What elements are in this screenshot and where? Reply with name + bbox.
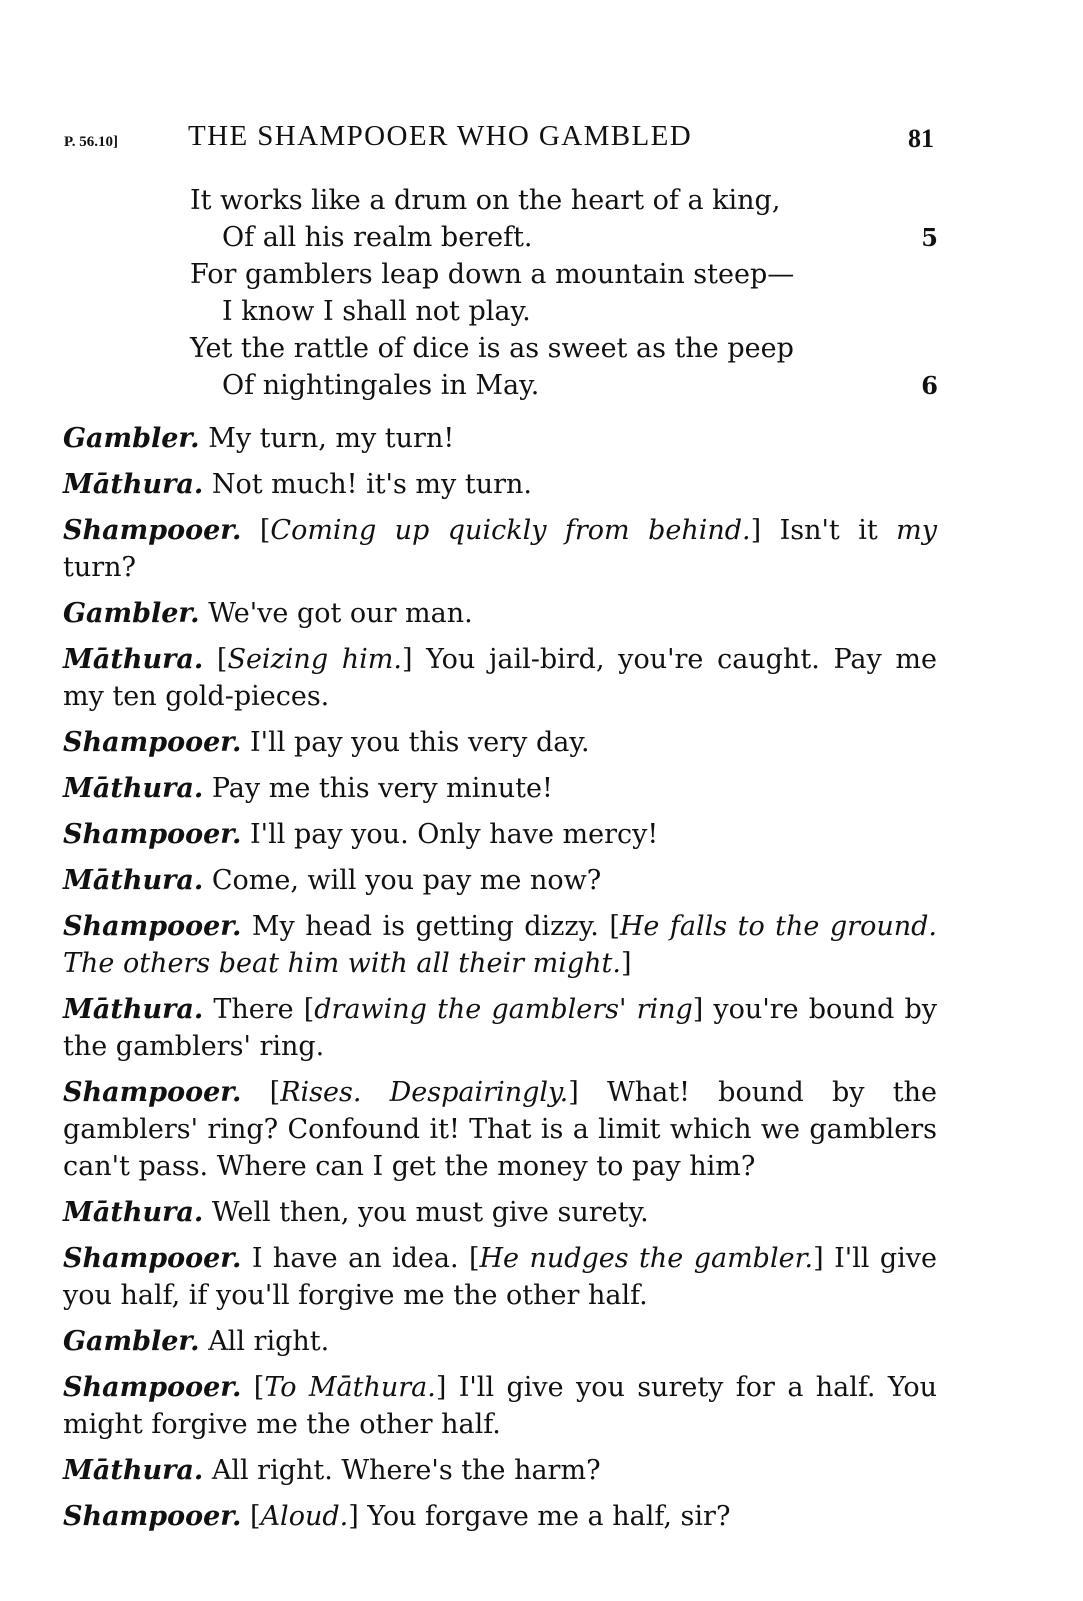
speech [63,1452,937,1489]
verse-line [190,367,938,404]
stage-direction: Rises. Despairingly. [280,1077,569,1108]
speaker-name: Shampooer. [63,1077,242,1108]
verse-line-text: Of all his realm bereft. [222,222,533,253]
section-reference: P. 56.10] [64,134,119,150]
speech [63,1074,937,1185]
speech-text: [ [216,644,228,675]
speaker-name: Māthura. [63,644,204,675]
stage-direction: He nudges the gambler. [479,1243,814,1274]
stage-direction: Seizing him. [227,644,402,675]
speech [63,724,937,761]
stage-direction: drawing the gamblers' ring [314,994,693,1025]
speaker-name: Gambler. [63,1326,200,1357]
speaker-name: Gambler. [63,423,200,454]
speaker-name: Shampooer. [63,911,242,942]
speech-text: I'll pay you this very day. [250,727,590,758]
page-title: THE SHAMPOOER WHO GAMBLED [188,120,693,152]
speech-text: I have an idea. [ [251,1243,480,1274]
stage-direction: Coming up quickly from behind. [270,515,751,546]
verse-line [190,256,938,293]
speech [63,1498,937,1535]
verse-block [190,182,938,404]
speech [63,991,937,1065]
speech-text: [ [250,1501,261,1532]
speaker-name: Shampooer. [63,819,242,850]
speech [63,816,937,853]
speaker-name: Shampooer. [63,515,242,546]
verse-line [190,219,938,256]
verse-line [190,293,938,330]
speech-text: Well then, you must give surety. [211,1197,649,1228]
speech-text: All right. Where's the harm? [211,1455,601,1486]
speech [63,862,937,899]
speech [63,641,937,715]
speaker-name: Shampooer. [63,1501,242,1532]
line-number: 5 [921,223,938,252]
speech-text: ] You forgave me a half, sir? [348,1501,731,1532]
verse-line [190,330,938,367]
speech-text: ] I'll give you surety for a half. You might forgive me the other half. [63,1372,937,1440]
speech-text: ] Isn't it [750,515,897,546]
verse-line-text: It works like a drum on the heart of a king, [190,185,781,216]
speech-text: My head is getting dizzy. [ [251,911,620,942]
speech-text: ] you're bound by the gamblers' ring. [63,994,937,1062]
speech [63,1323,937,1360]
speaker-name: Māthura. [63,469,204,500]
speech [63,466,937,503]
speaker-name: Gambler. [63,598,200,629]
stage-direction: my [896,515,937,546]
speech-text: All right. [208,1326,330,1357]
speaker-name: Māthura. [63,1197,204,1228]
speaker-name: Māthura. [63,1455,204,1486]
stage-direction: Aloud. [260,1501,349,1532]
speech [63,1194,937,1231]
dialogue-block [63,420,937,1544]
speaker-name: Māthura. [63,865,204,896]
speaker-name: Shampooer. [63,727,242,758]
speech-text: [ [253,1372,265,1403]
speech-text: We've got our man. [208,598,473,629]
speech-text: There [ [213,994,315,1025]
verse-line [190,182,938,219]
verse-line-text: Of nightingales in May. [222,370,540,401]
speech-text: Not much! it's my turn. [211,469,532,500]
speech [63,420,937,457]
speech [63,1369,937,1443]
speech-text: ] [620,948,632,979]
speaker-name: Shampooer. [63,1243,242,1274]
speech [63,908,937,982]
speech-text: ] What! bound by the gamblers' ring? Confound it! That is a limit which we gamblers can't pass. Where can I get the money to pay him? [63,1077,937,1182]
stage-direction: He falls to the ground. The others beat him with all their might. [63,911,937,979]
speech-text: My turn, my turn! [208,423,455,454]
speech [63,512,937,586]
speech [63,595,937,632]
speech [63,770,937,807]
speech-text: turn? [63,552,137,583]
line-number: 6 [921,371,938,400]
verse-line-text: Yet the rattle of dice is as sweet as the peep [190,333,794,364]
speech-text: [ [259,515,271,546]
page-number: 81 [908,124,934,153]
verse-line-text: I know I shall not play. [222,296,531,327]
verse-line-text: For gamblers leap down a mountain steep— [190,259,795,290]
speech-text: [ [269,1077,281,1108]
speaker-name: Shampooer. [63,1372,242,1403]
speech [63,1240,937,1314]
running-header [64,118,934,158]
speaker-name: Māthura. [63,773,204,804]
speech-text: ] You jail-bird, you're caught. Pay me my ten gold-pieces. [63,644,937,712]
speech-text: Pay me this very minute! [211,773,553,804]
speech-text: I'll pay you. Only have mercy! [250,819,659,850]
stage-direction: To Māthura. [264,1372,436,1403]
speech-text: ] I'll give you half, if you'll forgive me the other half. [63,1243,937,1311]
speech-text: Come, will you pay me now? [211,865,602,896]
speaker-name: Māthura. [63,994,204,1025]
